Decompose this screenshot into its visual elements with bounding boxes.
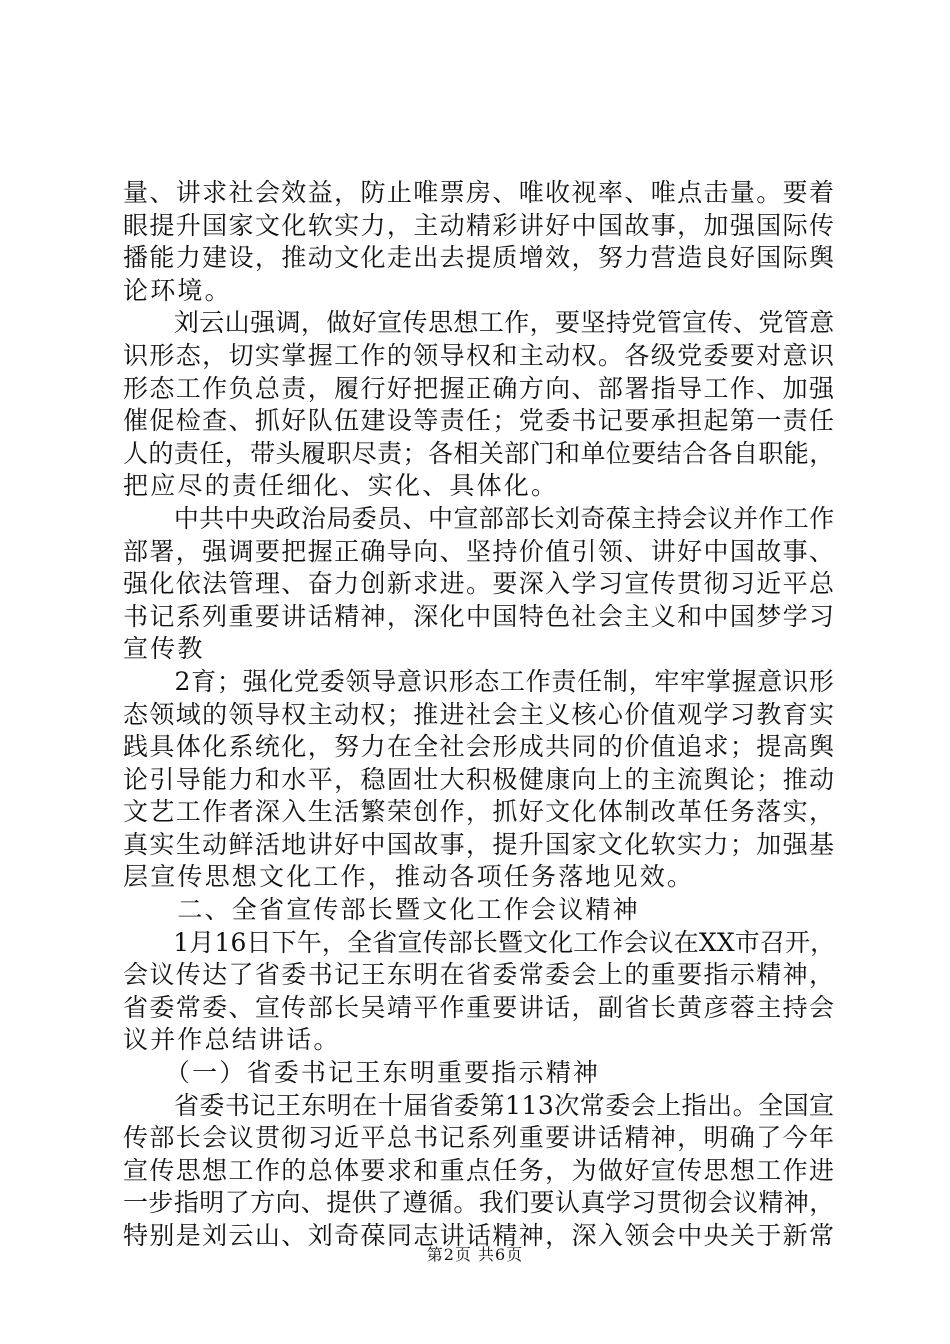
page-number-footer: 第2页 共6页 [426,1245,524,1264]
text-line: 省委书记王东明在十届省委第113次常委会上指出。全国宣 [123,1090,835,1120]
text-line: 一步指明了方向、提供了遵循。我们要认真学习贯彻会议精神， [123,1188,835,1218]
text-line: 践具体化系统化，努力在全社会形成共同的价值追求；提高舆 [123,732,836,762]
text-line: 部署，强调要把握正确导向、坚持价值引领、讲好中国故事、 [123,536,836,566]
section-heading: 二、全省宣传部长暨文化工作会议精神 [123,895,640,925]
text-line: 把应尽的责任细化、实化、具体化。 [123,471,559,501]
text-line: 刘云山强调，做好宣传思想工作，要坚持党管宣传、党管意 [123,308,835,338]
text-line: 特别是刘云山、刘奇葆同志讲话精神，深入领会中央关于新常 [123,1221,836,1250]
document-body [123,177,835,1253]
text-line: 眼提升国家文化软实力，主动精彩讲好中国故事，加强国际传 [123,210,836,240]
text-line: 宣传思想工作的总体要求和重点任务，为做好宣传思想工作进 [123,1155,836,1185]
text-line: 论环境。 [123,275,232,305]
text-line: 形态工作负总责，履行好把握正确方向、部署指导工作、加强 [123,373,836,403]
text-line: 论引导能力和水平，稳固壮大积极健康向上的主流舆论；推动 [123,764,836,794]
text-line: 2育；强化党委领导意识形态工作责任制，牢牢掌握意识形 [123,666,835,696]
text-line: 播能力建设，推动文化走出去提质增效，努力营造良好国际舆 [123,243,836,273]
text-line: 态领域的领导权主动权；推进社会主义核心价值观学习教育实 [123,699,836,729]
text-line: 中共中央政治局委员、中宣部部长刘奇葆主持会议并作工作 [123,503,835,533]
text-line: 真实生动鲜活地讲好中国故事，提升国家文化软实力；加强基 [123,829,836,859]
subsection-heading: （一）省委书记王东明重要指示精神 [123,1058,601,1088]
text-line: 层宣传思想文化工作，推动各项任务落地见效。 [123,862,695,892]
text-line: 文艺工作者深入生活繁荣创作，抓好文化体制改革任务落实， [123,797,836,827]
text-line: 议并作总结讲话。 [123,1025,341,1055]
text-line: 量、讲求社会效益，防止唯票房、唯收视率、唯点击量。要着 [123,178,836,207]
text-line: 强化依法管理、奋力创新求进。要深入学习宣传贯彻习近平总 [123,569,836,599]
text-line: 催促检查、抓好队伍建设等责任；党委书记要承担起第一责任 [123,406,836,436]
text-line: 宣传教 [123,634,205,664]
text-line: 识形态，切实掌握工作的领导权和主动权。各级党委要对意识 [123,340,836,370]
text-line: 传部长会议贯彻习近平总书记系列重要讲话精神，明确了今年 [123,1123,836,1153]
text-line: 1月16日下午，全省宣传部长暨文化工作会议在XX市召开， [123,927,836,957]
text-line: 书记系列重要讲话精神，深化中国特色社会主义和中国梦学习 [123,601,836,631]
text-line: 省委常委、宣传部长吴靖平作重要讲话，副省长黄彦蓉主持会 [123,992,836,1022]
text-line: 会议传达了省委书记王东明在省委常委会上的重要指示精神， [123,960,836,990]
text-line: 人的责任，带头履职尽责；各相关部门和单位要结合各自职能， [123,438,835,468]
